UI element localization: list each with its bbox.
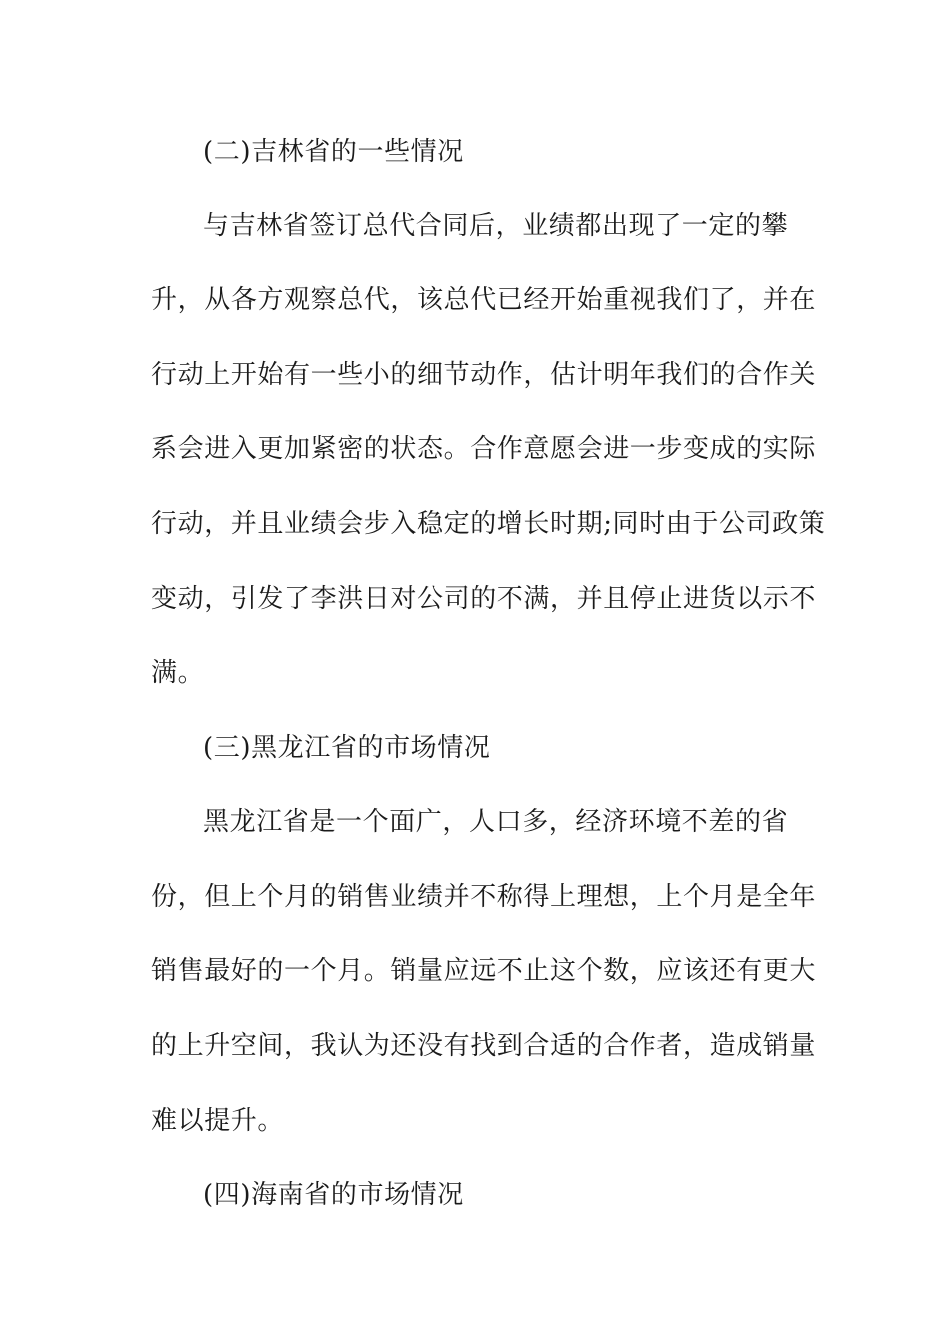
paragraph-line: 升，从各方观察总代，该总代已经开始重视我们了，并在 [151,285,817,315]
paragraph-line: 变动，引发了李洪日对公司的不满，并且停止进货以示不 [151,584,817,614]
paragraph-line: 黑龙江省是一个面广，人口多，经济环境不差的省 [203,807,789,837]
paragraph-line: 份，但上个月的销售业绩并不称得上理想，上个月是全年 [151,882,817,912]
section-heading-hainan: (四)海南省的市场情况 [203,1180,464,1210]
paragraph-line: 与吉林省签订总代合同后，业绩都出现了一定的攀 [203,211,789,241]
paragraph-line: 系会进入更加紧密的状态。合作意愿会进一步变成的实际 [151,434,817,464]
paragraph-line: 的上升空间，我认为还没有找到合适的合作者，造成销量 [151,1031,817,1061]
section-heading-jilin: (二)吉林省的一些情况 [203,137,464,167]
paragraph-line: 难以提升。 [151,1106,285,1136]
paragraph-line: 行动，并且业绩会步入稳定的增长时期;同时由于公司政策 [151,509,826,539]
paragraph-line: 销售最好的一个月。销量应远不止这个数，应该还有更大 [151,956,817,986]
paragraph-line: 满。 [151,658,205,688]
section-heading-heilongjiang: (三)黑龙江省的市场情况 [203,733,491,763]
paragraph-line: 行动上开始有一些小的细节动作，估计明年我们的合作关 [151,360,817,390]
